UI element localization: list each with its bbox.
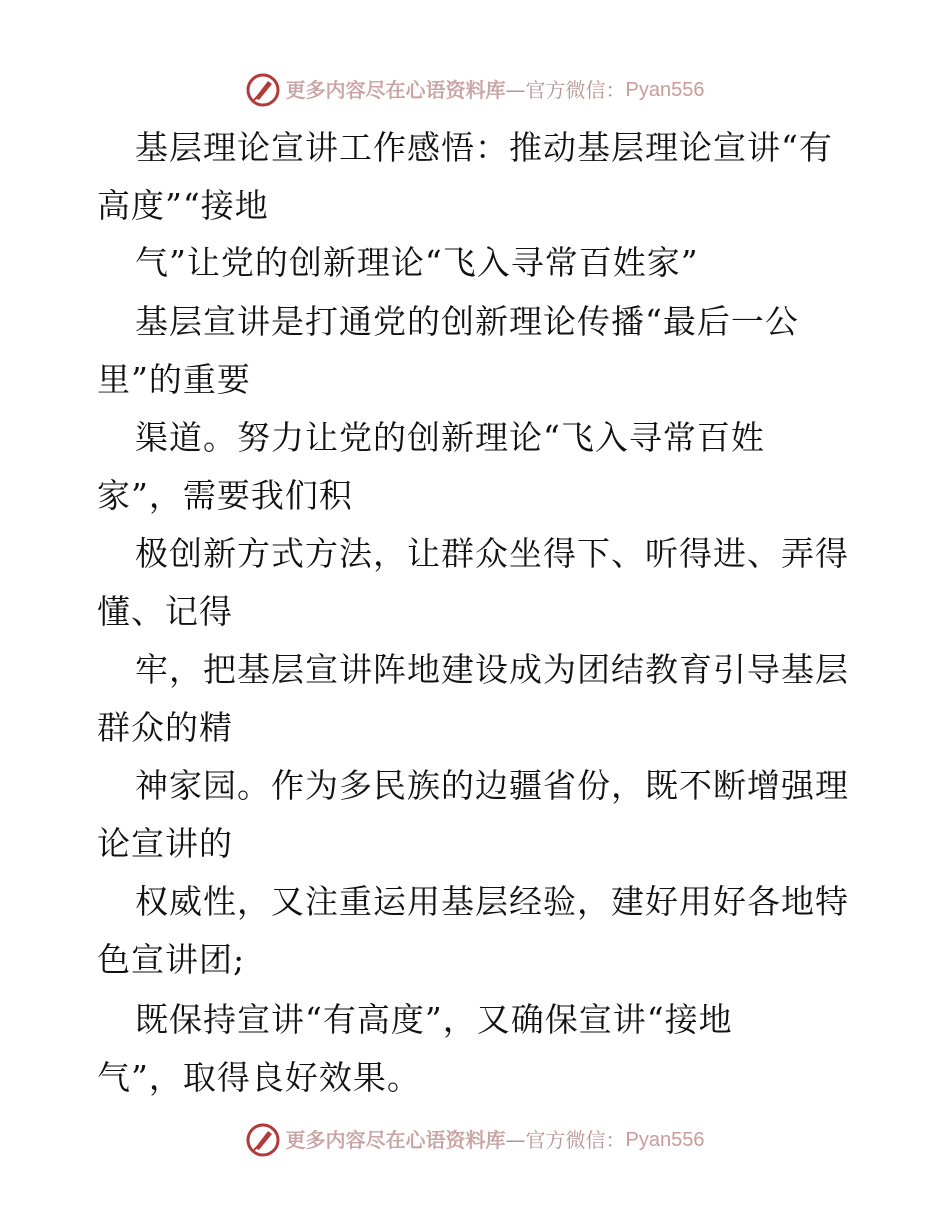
watermark-text: 更多内容尽在心语资料库 <box>285 1128 506 1152</box>
body-line-3: 气”让党的创新理论“飞入寻常百姓家” <box>135 243 699 282</box>
body-line-14: 权威性，又注重运用基层经验，建好用好各地特 <box>135 882 849 921</box>
quill-logo-icon <box>246 1123 280 1157</box>
body-line-9: 懂、记得 <box>97 592 233 631</box>
body-line-1: 基层理论宣讲工作感悟：推动基层理论宣讲“有 <box>135 128 833 167</box>
body-line-16: 既保持宣讲“有高度”，又确保宣讲“接地 <box>135 1000 733 1039</box>
watermark-wechat-label: —官方微信： <box>505 78 626 102</box>
body-line-15: 色宣讲团; <box>97 940 246 979</box>
body-line-2: 高度”“接地 <box>97 186 269 225</box>
footer-watermark <box>0 1120 950 1160</box>
body-line-10: 牢，把基层宣讲阵地建设成为团结教育引导基层 <box>135 650 849 689</box>
body-line-4: 基层宣讲是打通党的创新理论传播“最后一公 <box>135 302 799 341</box>
body-line-5: 里”的重要 <box>97 360 251 399</box>
body-line-8: 极创新方式方法，让群众坐得下、听得进、弄得 <box>135 534 849 573</box>
watermark-text: 更多内容尽在心语资料库 <box>285 78 506 102</box>
body-line-6: 渠道。努力让党的创新理论“飞入寻常百姓 <box>135 418 765 457</box>
header-watermark <box>0 70 950 110</box>
watermark-wechat-id: Pyan556 <box>625 79 705 101</box>
body-line-17: 气”，取得良好效果。 <box>97 1058 421 1097</box>
body-line-12: 神家园。作为多民族的边疆省份，既不断增强理 <box>135 766 849 805</box>
watermark-wechat-id: Pyan556 <box>625 1129 705 1151</box>
quill-logo-icon <box>246 73 280 107</box>
body-line-11: 群众的精 <box>97 708 233 747</box>
body-line-13: 论宣讲的 <box>97 824 233 863</box>
watermark-wechat-label: —官方微信： <box>505 1128 626 1152</box>
body-line-7: 家”，需要我们积 <box>97 476 353 515</box>
